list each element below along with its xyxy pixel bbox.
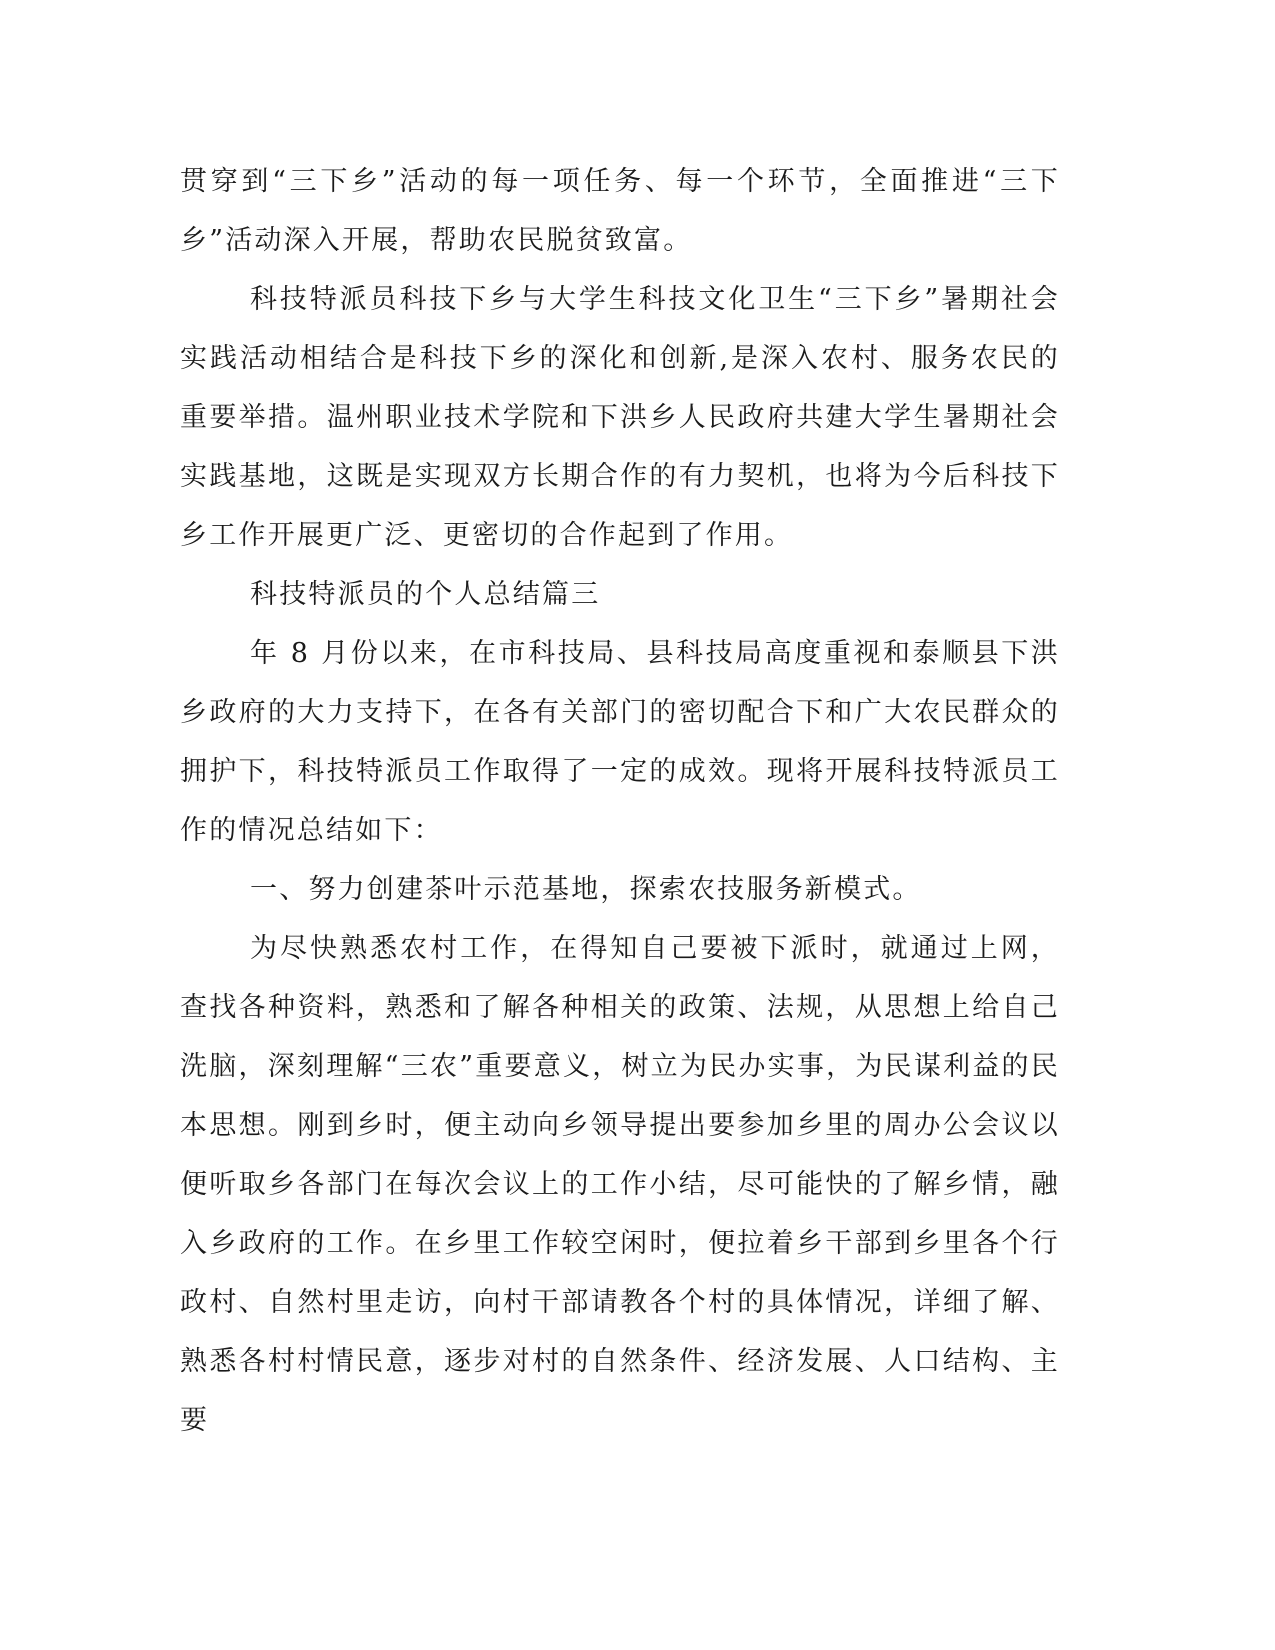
paragraph-summary-intro: 年 8 月份以来，在市科技局、县科技局高度重视和泰顺县下洪乡政府的大力支持下，在各有关部门的密切配合下和广大农民群众的拥护下，科技特派员工作取得了一定的成效。现将开展科技特派员工作的情况总结如下：	[180, 638, 1060, 846]
paragraph-continuation: 贯穿到“三下乡”活动的每一项任务、每一个环节，全面推进“三下乡”活动深入开展，帮助农民脱贫致富。	[180, 166, 1060, 256]
document-body	[180, 152, 1060, 1450]
paragraph-practice-base: 科技特派员科技下乡与大学生科技文化卫生“三下乡”暑期社会实践活动相结合是科技下乡的深化和创新,是深入农村、服务农民的重要举措。温州职业技术学院和下洪乡人民政府共建大学生暑期社会实践基地，这既是实现双方长期合作的有力契机，也将为今后科技下乡工作开展更广泛、更密切的合作起到了作用。	[180, 284, 1060, 551]
section-heading: 科技特派员的个人总结篇三	[250, 579, 601, 610]
paragraph-familiarize-work: 为尽快熟悉农村工作，在得知自己要被下派时，就通过上网，查找各种资料，熟悉和了解各种相关的政策、法规，从思想上给自己洗脑，深刻理解“三农”重要意义，树立为民办实事，为民谋利益的民本思想。刚到乡时，便主动向乡领导提出要参加乡里的周办公会议以便听取乡各部门在每次会议上的工作小结，尽可能快的了解乡情，融入乡政府的工作。在乡里工作较空闲时，便拉着乡干部到乡里各个行政村、自然村里走访，向村干部请教各个村的具体情况，详细了解、熟悉各村村情民意，逐步对村的自然条件、经济发展、人口结构、主要	[180, 933, 1060, 1436]
subheading-tea-base: 一、努力创建茶叶示范基地，探索农技服务新模式。	[250, 874, 922, 905]
